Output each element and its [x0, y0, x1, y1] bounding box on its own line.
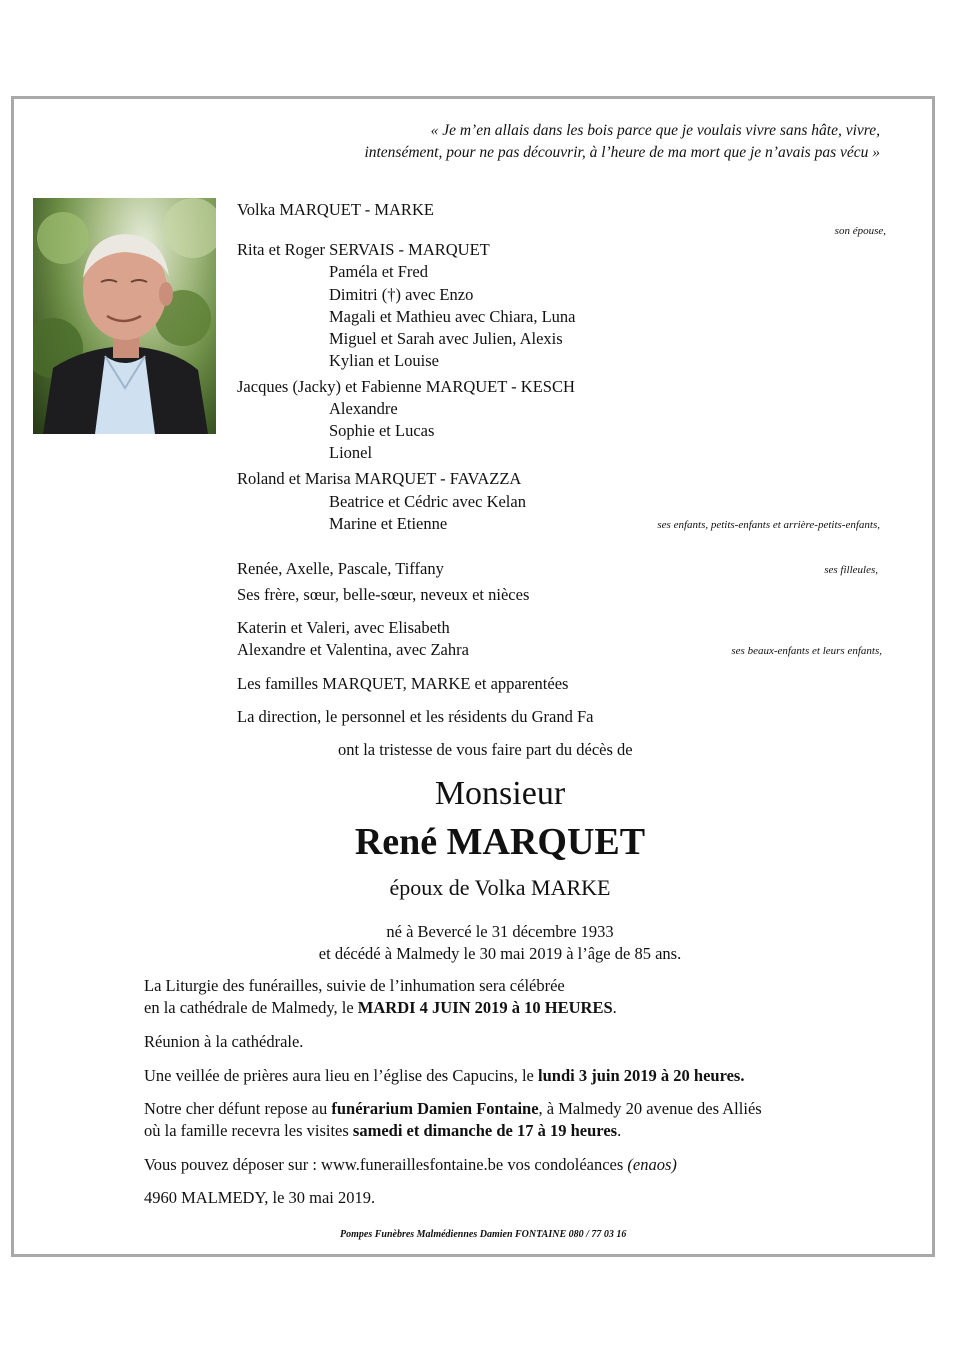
portrait-photo: [33, 198, 216, 434]
place-date: 4960 MALMEDY, le 30 mai 2019.: [144, 1188, 376, 1207]
family-grandchild: Beatrice et Cédric avec Kelan: [329, 492, 526, 511]
family-families: Les familles MARQUET, MARKE et apparentées: [237, 674, 569, 693]
family-grandchild: Magali et Mathieu avec Chiara, Luna: [329, 307, 576, 326]
family-grandchild: Lionel: [329, 443, 373, 462]
family-stepchild-1: Katerin et Valeri, avec Elisabeth: [237, 618, 450, 637]
rest-address: , à Malmedy 20 avenue des Alliés: [538, 1099, 762, 1118]
liturgy-end: .: [612, 998, 617, 1017]
condolences-text: Vous pouvez déposer sur : www.funeraillesfontaine.be vos condoléances: [144, 1155, 628, 1174]
condolences-note: (enaos): [627, 1155, 677, 1174]
condolences-line: [144, 1154, 677, 1176]
family-goddaughters: Renée, Axelle, Pascale, Tiffany: [237, 559, 444, 578]
liturgy-date: MARDI 4 JUIN 2019 à 10 HEURES: [357, 998, 613, 1017]
family-grandchild: Marine et Etienne: [329, 514, 448, 533]
family-institution: La direction, le personnel et les résidents du Grand Fa: [237, 707, 594, 726]
family-siblings: Ses frère, sœur, belle-sœur, neveux et nièces: [237, 585, 530, 604]
role-children: ses enfants, petits-enfants et arrière-petits-enfants,: [657, 519, 880, 531]
family-child-2: Jacques (Jacky) et Fabienne MARQUET - KESCH: [237, 377, 575, 396]
vigil-date: lundi 3 juin 2019 à 20 heures.: [538, 1066, 745, 1085]
announce-spouse-of: époux de Volka MARKE: [389, 875, 611, 900]
footer-funeral-home: Pompes Funèbres Malmédiennes Damien FONTAINE 080 / 77 03 16: [340, 1229, 627, 1240]
meeting-text: Réunion à la cathédrale.: [144, 1032, 304, 1051]
family-stepchild-2: Alexandre et Valentina, avec Zahra: [237, 640, 469, 659]
role-spouse: son épouse,: [834, 225, 886, 237]
family-child-3: Roland et Marisa MARQUET - FAVAZZA: [237, 469, 522, 488]
family-grandchild: Kylian et Louise: [329, 351, 439, 370]
rest-line-2: [144, 1120, 621, 1142]
quote-line-1: « Je m’en allais dans les bois parce que je voulais vivre sans hâte, vivre,: [430, 122, 880, 139]
visits-end: .: [617, 1121, 622, 1140]
announce-intro: ont la tristesse de vous faire part du décès de: [338, 740, 633, 759]
liturgy-text: en la cathédrale de Malmedy, le: [144, 998, 358, 1017]
quote-line-2: intensément, pour ne pas découvrir, à l’heure de ma mort que je n’avais pas vécu »: [364, 144, 880, 161]
epigraph-quote: [364, 120, 880, 164]
visits-hours: samedi et dimanche de 17 à 19 heures: [352, 1121, 618, 1140]
announce-title: Monsieur: [434, 775, 566, 812]
vigil-line: [144, 1065, 744, 1087]
visits-text: où la famille recevra les visites: [144, 1121, 353, 1140]
family-grandchild: Alexandre: [329, 399, 398, 418]
family-spouse: Volka MARQUET - MARKE: [237, 200, 434, 219]
announce-born: né à Bevercé le 31 décembre 1933: [386, 922, 614, 941]
family-grandchild: Dimitri (†) avec Enzo: [329, 285, 474, 304]
rest-text: Notre cher défunt repose au: [144, 1099, 332, 1118]
family-grandchild: Miguel et Sarah avec Julien, Alexis: [329, 329, 563, 348]
announce-died: et décédé à Malmedy le 30 mai 2019 à l’âge de 85 ans.: [318, 944, 682, 963]
funeral-home-name: funérarium Damien Fontaine: [331, 1099, 539, 1118]
rest-line-1: [144, 1098, 762, 1120]
deceased-name: René MARQUET: [354, 821, 646, 863]
family-grandchild: Paméla et Fred: [329, 262, 428, 281]
family-grandchild: Sophie et Lucas: [329, 421, 435, 440]
vigil-text: Une veillée de prières aura lieu en l’église des Capucins, le: [144, 1066, 539, 1085]
role-stepchildren: ses beaux-enfants et leurs enfants,: [731, 645, 882, 657]
family-child-1: Rita et Roger SERVAIS - MARQUET: [237, 240, 490, 259]
role-goddaughters: ses filleules,: [824, 564, 878, 576]
liturgy-line-2: [144, 997, 617, 1019]
liturgy-line-1: La Liturgie des funérailles, suivie de l’inhumation sera célébrée: [144, 976, 565, 995]
